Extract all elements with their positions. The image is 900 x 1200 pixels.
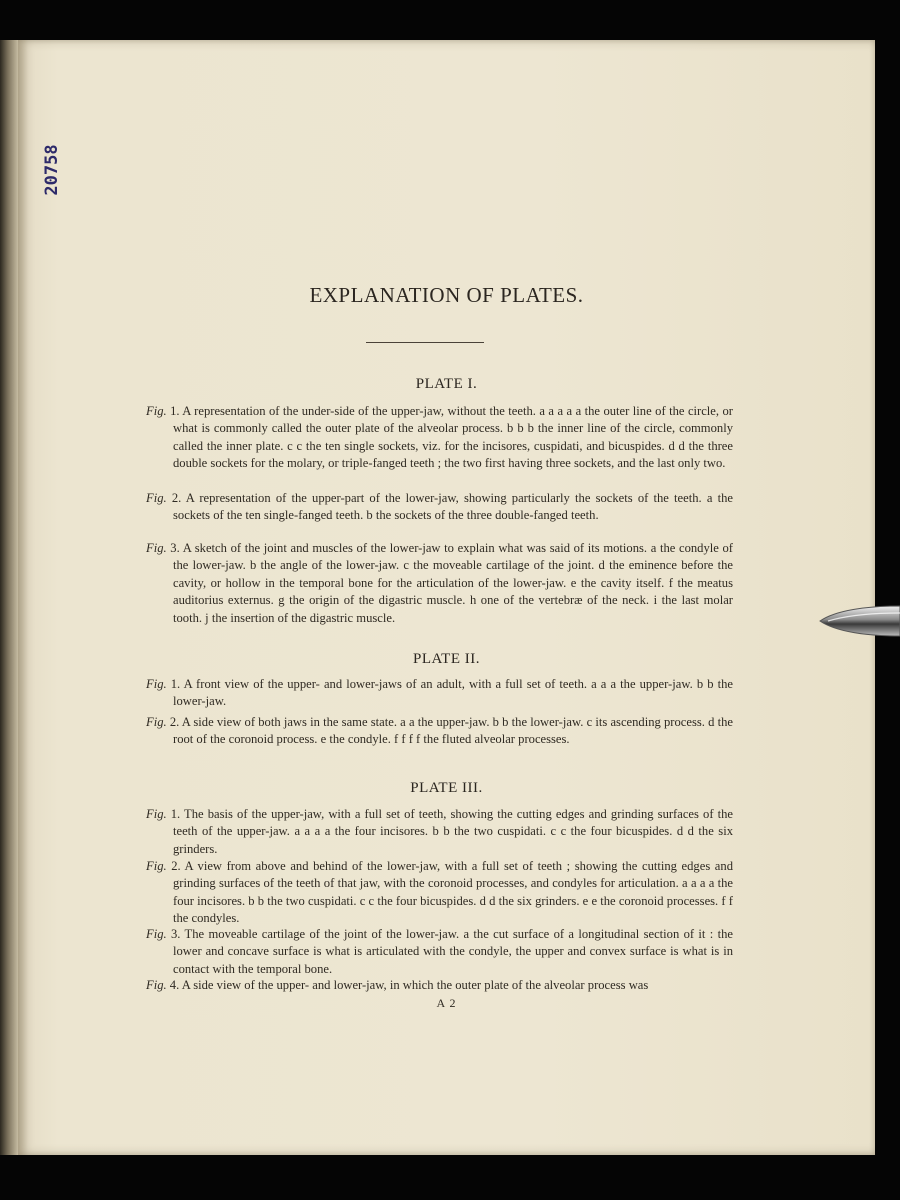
page-folio: A 2	[436, 996, 457, 1010]
fig-text: 4. A side view of the upper- and lower-jaw, in which the outer plate of the alveolar process was	[166, 978, 649, 992]
fig-label: Fig.	[146, 978, 167, 992]
plate-1-fig-3	[146, 540, 733, 627]
plate-2-fig-2	[146, 714, 733, 749]
fig-label: Fig.	[146, 715, 167, 729]
plate-1-fig-2	[146, 490, 733, 525]
fig-text: 2. A side view of both jaws in the same state. a a the upper-jaw. b b the lower-jaw. c its ascending process. d the root of the coronoid process. e the condyle. f f f f the fluted alveolar processes.	[166, 715, 733, 747]
book-spine-shadow	[0, 40, 18, 1155]
fig-text: 1. A front view of the upper- and lower-jaws of an adult, with a full set of teeth. a a a the upper-jaw. b b the lower-jaw.	[166, 677, 733, 709]
document-page	[18, 40, 875, 1155]
plate-3-fig-3	[146, 926, 733, 978]
page-title: EXPLANATION OF PLATES.	[309, 283, 584, 307]
fig-label: Fig.	[146, 677, 167, 691]
metal-page-clip-icon	[818, 600, 900, 642]
plate-3-fig-2	[146, 858, 733, 928]
fig-text: 3. The moveable cartilage of the joint of the lower-jaw. a the cut surface of a longitudinal section of it : the lower and concave surface is what is articulated with the condyle, the upper and convex surface is what is in contact with the temporal bone.	[166, 927, 733, 976]
fig-label: Fig.	[146, 491, 167, 505]
fig-text: 3. A sketch of the joint and muscles of the lower-jaw to explain what was said of its motions. a the condyle of the lower-jaw. b the angle of the lower-jaw. c the moveable cartilage of the joint. d the eminence before the cavity, or hollow in the temporal bone for the articulation of the lower-jaw. e the cavity itself. f the meatus auditorius externus. g the origin of the digastric muscle. h one of the vertebræ of the neck. i the last molar tooth. j the insertion of the digastric muscle.	[166, 541, 733, 625]
plate-2-heading: PLATE II.	[413, 651, 480, 667]
plate-2-fig-1	[146, 676, 733, 711]
fig-text: 1. The basis of the upper-jaw, with a full set of teeth, showing the cutting edges and grinding surfaces of the teeth of the upper-jaw. a a a a the four incisores. b b the two cuspidati. c c the four bicuspides. d d the six grinders.	[166, 807, 733, 856]
fig-label: Fig.	[146, 404, 167, 418]
plate-3-heading: PLATE III.	[410, 780, 483, 796]
plate-3-fig-1	[146, 806, 733, 858]
title-divider	[366, 342, 484, 343]
fig-label: Fig.	[146, 807, 167, 821]
plate-1-heading: PLATE I.	[415, 376, 478, 392]
fig-text: 2. A view from above and behind of the lower-jaw, with a full set of teeth ; showing the cutting edges and grinding surfaces of the teeth of that jaw, with the coronoid processes, and condyles for articulation. a a a a the four incisores. b b the two cuspidati. c c the four bicuspides. d d the six grinders. e e the coronoid processes. f f the condyles.	[166, 859, 733, 926]
fig-label: Fig.	[146, 541, 167, 555]
plate-1-fig-1	[146, 403, 733, 473]
fig-text: 2. A representation of the upper-part of the lower-jaw, showing particularly the sockets of the teeth. a the sockets of the ten single-fanged teeth. b the sockets of the three double-fanged teeth.	[166, 491, 733, 523]
library-stamp: 20758	[42, 144, 62, 196]
fig-text: 1. A representation of the under-side of the upper-jaw, without the teeth. a a a a a the outer line of the circle, or what is commonly called the outer plate of the alveolar process. b b b the inner line of the circle, commonly called the inner plate. c c the ten single sockets, viz. for the incisores, cuspidati, and bicuspides. d d the three double sockets for the molary, or triple-fanged teeth ; the two first having three sockets, and the last only two.	[166, 404, 733, 471]
plate-3-fig-4	[146, 977, 733, 994]
fig-label: Fig.	[146, 859, 167, 873]
fig-label: Fig.	[146, 927, 167, 941]
